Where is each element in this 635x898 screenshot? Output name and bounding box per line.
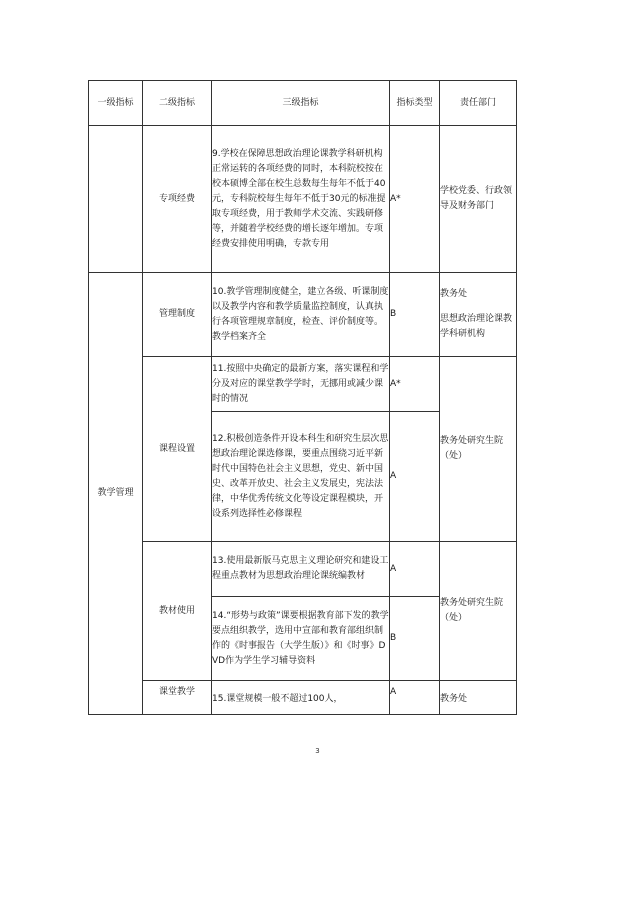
indicator-table (88, 80, 517, 715)
department-text: 教务处研究生院（处） (440, 598, 504, 623)
department-text: 教务处 (440, 694, 468, 704)
department-cell (440, 542, 517, 681)
department-text: 学校党委、行政领导及财务部门 (440, 186, 513, 211)
level1-cell: 教学管理 (89, 273, 143, 715)
department-cell (440, 126, 517, 273)
type-cell: A (390, 542, 440, 597)
level3-cell: 10.教学管理制度健全，建立各级、听课制度以及教学内容和教学质量监控制度，认真执行各项管理规章制度，检查、评价制度等。教学档案齐全 (212, 273, 390, 357)
level3-cell: 14.“形势与政策”课要根据教育部下发的教学要点组织教学，选用中宣部和教育部组织制作的《时事报告（大学生版）》和《时事》DVD作为学生学习辅导资料 (212, 597, 390, 681)
header-level3: 三级指标 (212, 81, 390, 126)
level3-cell: 15.课堂规模一般不超过100人， (212, 681, 390, 715)
department-text: 教务处 (440, 289, 468, 299)
level3-cell: 13.使用最新版马克思主义理论研究和建设工程重点教材为思想政治理论课统编教材 (212, 542, 390, 597)
level3-cell: 11.按照中央确定的最新方案，落实课程和学分及对应的课堂教学学时，无挪用或减少课时的情况 (212, 357, 390, 412)
department-cell (440, 681, 517, 715)
type-cell: A* (390, 357, 440, 412)
header-level2: 二级指标 (143, 81, 212, 126)
level2-cell: 课程设置 (143, 357, 212, 542)
type-cell: A* (390, 126, 440, 273)
type-cell: A (390, 681, 440, 715)
header-row (89, 81, 517, 126)
level2-cell: 管理制度 (143, 273, 212, 357)
level2-cell: 课堂教学 (143, 681, 212, 715)
table-row (89, 542, 517, 597)
type-cell: A (390, 412, 440, 542)
level1-cell (89, 126, 143, 273)
level3-cell: 12.积极创造条件开设本科生和研究生层次思想政治理论课选修课，要重点围绕习近平新时代中国特色社会主义思想，党史、新中国史、改革开放史、社会主义发展史，宪法法律，中华优秀传统文化等设定课程模块，开设系列选择性必修课程 (212, 412, 390, 542)
department-cell (440, 273, 517, 357)
table-row (89, 681, 517, 715)
type-cell: B (390, 273, 440, 357)
page-number: 3 (315, 747, 320, 755)
level2-cell: 教材使用 (143, 542, 212, 681)
table-row (89, 357, 517, 412)
table-row (89, 273, 517, 357)
department-text: 思想政治理论课教学科研机构 (440, 314, 513, 339)
department-text: 教务处研究生院（处） (440, 436, 504, 461)
level3-cell: 9.学校在保障思想政治理论课教学科研机构正常运转的各项经费的同时，本科院校按在校本硕博全部在校生总数每生每年不低于40元，专科院校每生每年不低于30元的标准提取专项经费，用于教师学术交流、实践研修等，并随着学校经费的增长逐年增加。专项经费安排使用明确，专款专用 (212, 126, 390, 273)
header-level1: 一级指标 (89, 81, 143, 126)
department-cell (440, 357, 517, 542)
header-department: 责任部门 (440, 81, 517, 126)
type-cell: B (390, 597, 440, 681)
header-type: 指标类型 (390, 81, 440, 126)
table-row (89, 126, 517, 273)
level2-cell: 专项经费 (143, 126, 212, 273)
